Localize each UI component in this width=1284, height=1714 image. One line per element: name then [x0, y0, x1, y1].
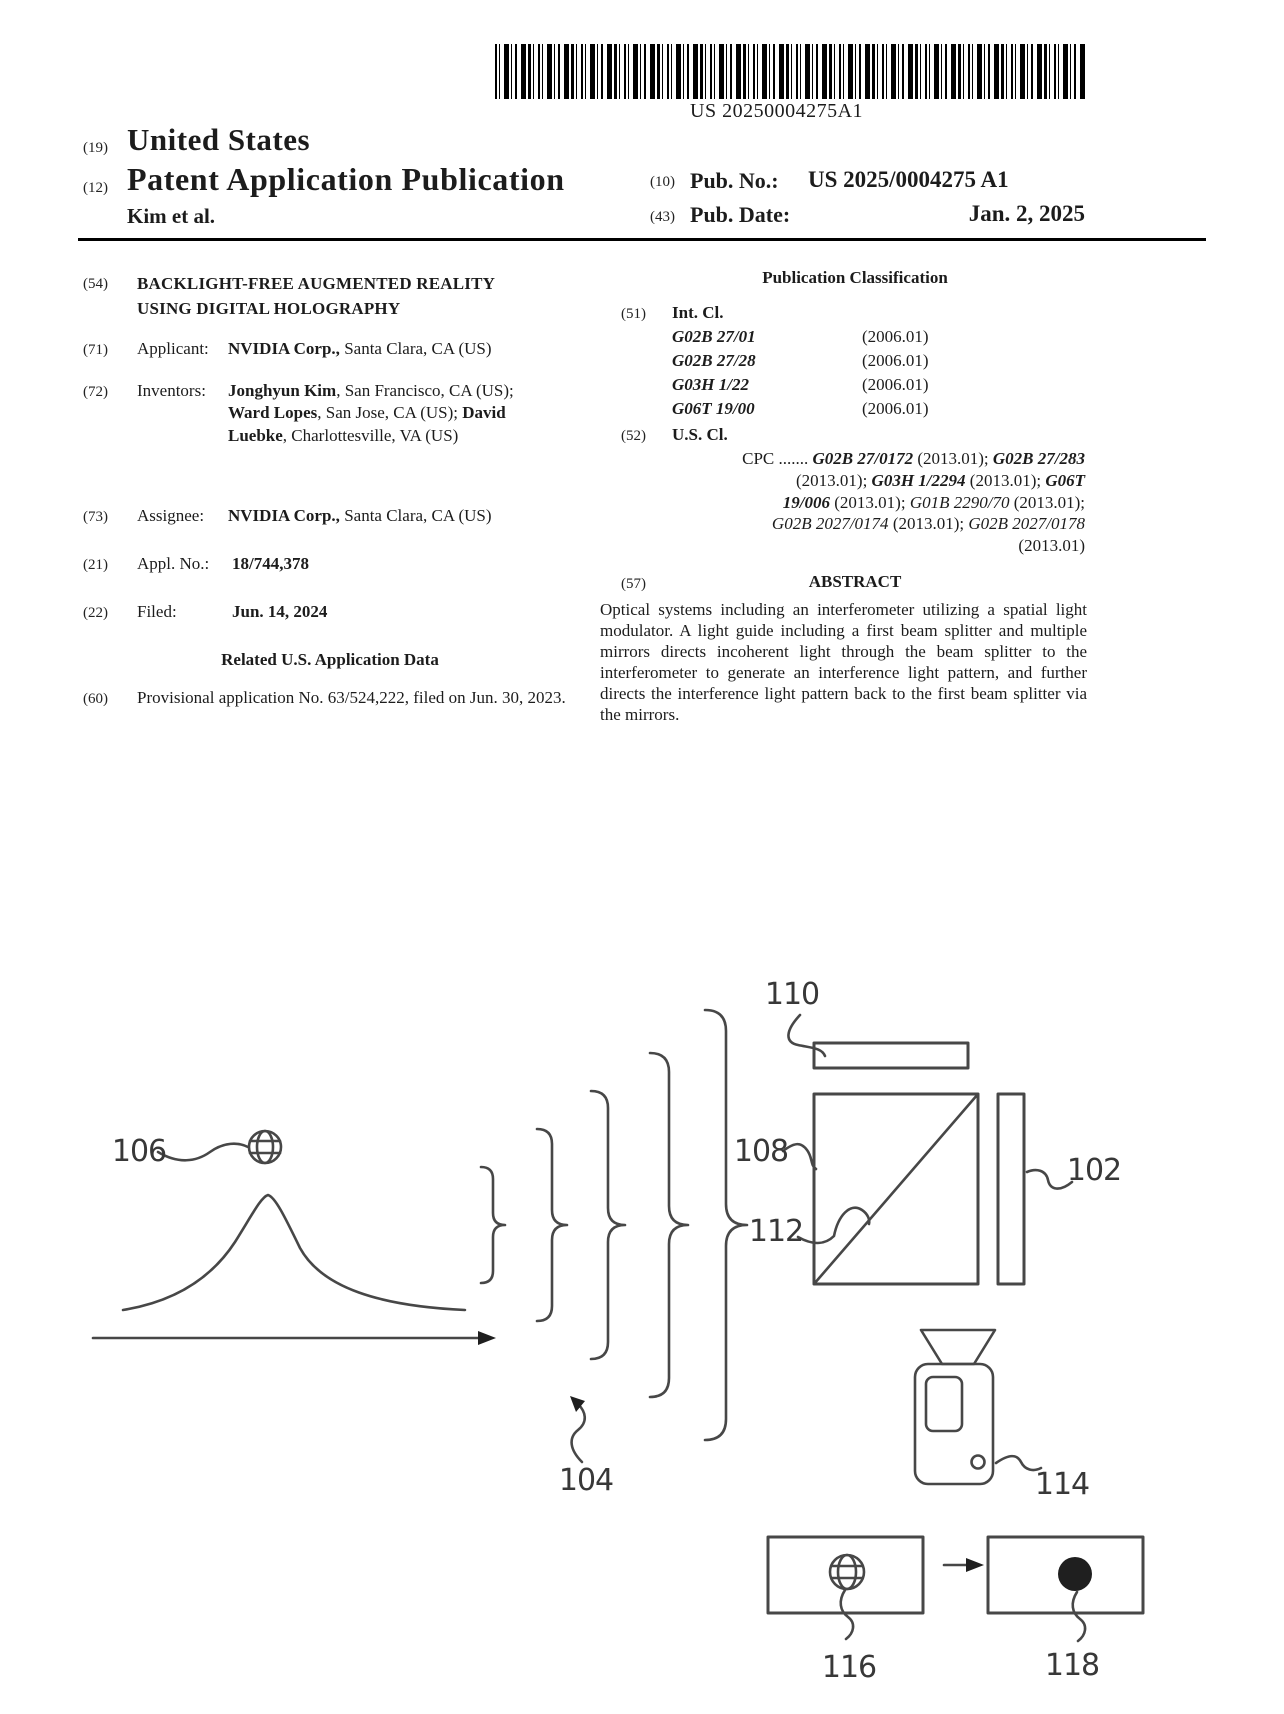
- object-frame: [768, 1537, 923, 1613]
- figure-1-diagram: [0, 880, 1284, 1714]
- pub-date-value: Jan. 2, 2025: [968, 201, 1085, 226]
- applicant-label: Applicant:: [137, 339, 209, 358]
- slm-plate-102: [998, 1094, 1024, 1284]
- title-line-1: BACKLIGHT-FREE AUGMENTED REALITY: [137, 274, 496, 293]
- leader-118: [1073, 1592, 1085, 1641]
- assignee-location: Santa Clara, CA (US): [339, 506, 492, 525]
- inid-72: (72): [83, 384, 108, 400]
- figure-label-110: 110: [764, 977, 820, 1012]
- leader-102: [1027, 1170, 1072, 1189]
- figure-label-112: 112: [748, 1214, 804, 1249]
- inid-51: (51): [621, 306, 646, 322]
- pub-no-value: US 2025/0004275 A1: [808, 167, 1009, 192]
- inid-54: (54): [83, 276, 108, 292]
- figure-label-106: 106: [111, 1134, 167, 1169]
- inid-21: (21): [83, 557, 108, 573]
- light-intensity-curve: [123, 1195, 465, 1310]
- propagation-arrow: [93, 1331, 496, 1345]
- publication-classification-header: Publication Classification: [762, 268, 948, 287]
- beam-splitter-cube: [814, 1094, 978, 1284]
- assignee-name: NVIDIA Corp.,: [228, 506, 340, 525]
- abstract-text: Optical systems including an interferometer utilizing a spatial light modulator. A light guide including a first beam splitter and multiple mirrors directs incoherent light through the beam splitter to the interferometer to generate an interference light pattern, and further directs the interference light pattern back to the first beam splitter via the mirrors.: [600, 600, 1087, 724]
- figure-label-118: 118: [1044, 1648, 1100, 1683]
- barcode-number: US 20250004275A1: [690, 100, 864, 122]
- leader-112: [798, 1208, 869, 1243]
- camera-icon: [915, 1330, 995, 1484]
- inid-19: (19): [83, 140, 108, 156]
- int-cl-class: G03H 1/22: [672, 375, 749, 394]
- inid-10: (10): [650, 174, 675, 190]
- inid-52: (52): [621, 428, 646, 444]
- header-divider: [78, 238, 1206, 241]
- pub-date-label: Pub. Date:: [690, 202, 791, 227]
- figure-label-116: 116: [821, 1650, 877, 1685]
- inid-73: (73): [83, 509, 108, 525]
- frame-sphere-icon: [830, 1555, 864, 1589]
- inid-12: (12): [83, 180, 108, 196]
- leader-110: [788, 1015, 825, 1056]
- publication-kind: Patent Application Publication: [127, 161, 565, 197]
- beam-splitter-diagonal: [814, 1094, 978, 1284]
- us-cl-label: U.S. Cl.: [672, 425, 728, 444]
- assignee-label: Assignee:: [137, 506, 205, 525]
- int-cl-version: (2006.01): [862, 399, 929, 418]
- applicant-location: Santa Clara, CA (US): [339, 339, 492, 358]
- int-cl-version: (2006.01): [862, 327, 929, 346]
- wavefront-braces: [481, 1010, 747, 1440]
- inid-57: (57): [621, 576, 646, 592]
- int-cl-class: G06T 19/00: [672, 399, 755, 418]
- appl-no-label: Appl. No.:: [137, 554, 210, 573]
- transform-arrow: [944, 1558, 984, 1572]
- int-cl-label: Int. Cl.: [672, 303, 724, 322]
- figure-label-102: 102: [1066, 1153, 1122, 1188]
- inventors-value: Jonghyun Kim, San Francisco, CA (US); Ward Lopes, San Jose, CA (US); David Luebke, Charlottesville, VA (US): [228, 381, 514, 445]
- frame-dot-icon: [1058, 1557, 1092, 1591]
- inid-71: (71): [83, 342, 108, 358]
- inid-60: (60): [83, 691, 108, 707]
- title-line-2: USING DIGITAL HOLOGRAPHY: [137, 298, 401, 318]
- int-cl-class: G02B 27/28: [672, 351, 756, 370]
- filed-label: Filed:: [137, 602, 177, 621]
- applicant-name: NVIDIA Corp.,: [228, 339, 340, 358]
- assignee-value: [228, 505, 588, 527]
- abstract-header: ABSTRACT: [808, 572, 902, 591]
- figure-label-108: 108: [733, 1134, 789, 1169]
- inid-22: (22): [83, 605, 108, 621]
- leader-104: [570, 1396, 585, 1462]
- country-name: United States: [127, 122, 311, 157]
- appl-no-value: 18/744,378: [232, 554, 309, 573]
- barcode: [495, 44, 1087, 99]
- pub-no-label: Pub. No.:: [690, 168, 779, 193]
- inid-43: (43): [650, 209, 675, 225]
- mirror-plate-110: [814, 1043, 968, 1068]
- provisional-text: Provisional application No. 63/524,222, filed on Jun. 30, 2023.: [137, 688, 566, 707]
- first-named-inventor: Kim et al.: [127, 204, 216, 228]
- cpc-classification-block: CPC ....... G02B 27/0172 (2013.01); G02B 27/283 (2013.01); G03H 1/2294 (2013.01); G06T 19/006 (2013.01); G01B 2290/70 (2013.01); G02B 2027/0174 (2013.01); G02B 2027/0178 (2013.01): [742, 449, 1085, 555]
- object-point-sphere: [249, 1131, 281, 1163]
- applicant-value: [228, 338, 588, 360]
- int-cl-version: (2006.01): [862, 375, 929, 394]
- leader-106: [158, 1144, 248, 1161]
- filed-value: Jun. 14, 2024: [232, 602, 328, 621]
- invention-title: [137, 272, 577, 321]
- int-cl-version: (2006.01): [862, 351, 929, 370]
- figure-label-114: 114: [1034, 1467, 1090, 1502]
- figure-label-104: 104: [558, 1463, 614, 1498]
- related-data-header: Related U.S. Application Data: [221, 650, 439, 669]
- inventors-label: Inventors:: [137, 381, 206, 400]
- int-cl-class: G02B 27/01: [672, 327, 756, 346]
